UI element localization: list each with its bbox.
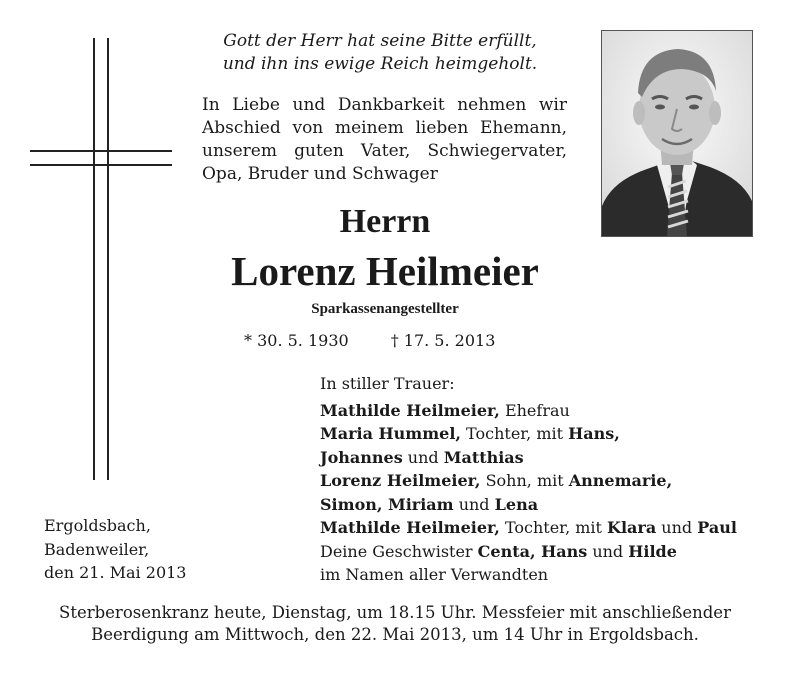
- mourner-text: und: [402, 447, 444, 467]
- opening-verse: [200, 30, 560, 76]
- mourner-name: Lena: [494, 494, 539, 514]
- place-line: Ergoldsbach,: [44, 516, 151, 535]
- date-line: den 21. Mai 2013: [44, 563, 187, 582]
- mourner-text: im Namen aller Verwandten: [320, 565, 549, 584]
- mourner-name: Hilde: [628, 541, 677, 561]
- mourners-section: [320, 372, 780, 587]
- footer-line: Sterberosenkranz heute, Dienstag, um 18.15 Uhr. Messfeier mit anschließender: [59, 603, 731, 622]
- mourner-text: und: [453, 494, 495, 514]
- mourner-name: Paul: [697, 518, 737, 537]
- intro-text: [202, 94, 567, 186]
- mourner-row: [320, 563, 780, 587]
- mourner-name: Matthias: [443, 447, 524, 467]
- mourner-row: [320, 469, 780, 493]
- mourner-name: Lorenz Heilmeier,: [320, 471, 481, 490]
- mourner-row: [320, 540, 780, 564]
- mourner-name: Klara: [607, 518, 657, 537]
- portrait-photo: [601, 30, 753, 237]
- mourner-row: [320, 446, 780, 470]
- mourners-list: [320, 399, 780, 587]
- mourner-text: Sohn, mit: [480, 471, 569, 490]
- mourner-text: Ehefrau: [499, 400, 570, 420]
- place-and-date: [44, 514, 186, 585]
- life-dates: [244, 330, 495, 352]
- profession: Sparkassenangestellter: [311, 301, 459, 317]
- service-information: [20, 602, 770, 646]
- mourner-name: Mathilde Heilmeier,: [320, 518, 500, 537]
- portrait-image: [602, 31, 752, 236]
- birth-date: * 30. 5. 1930: [244, 331, 349, 350]
- mourner-text: und: [656, 518, 698, 537]
- mourner-row: [320, 422, 780, 446]
- mourner-name: Centa, Hans: [477, 541, 588, 561]
- intro-line: In Liebe und Dankbarkeit nehmen wir: [202, 95, 567, 115]
- footer-line: Beerdigung am Mittwoch, den 22. Mai 2013, um 14 Uhr in Ergoldsbach.: [91, 625, 699, 644]
- mourner-row: [320, 399, 780, 423]
- mourner-name: Maria Hummel,: [320, 424, 461, 443]
- death-date: † 17. 5. 2013: [390, 331, 496, 350]
- deceased-name: Lorenz Heilmeier: [231, 248, 539, 294]
- cross-icon: [30, 38, 172, 480]
- mourner-name: Johannes: [320, 447, 403, 467]
- mourner-row: [320, 516, 780, 540]
- intro-line: unserem guten Vater, Schwiegervater,: [202, 141, 567, 161]
- mourner-name: Mathilde Heilmeier,: [320, 400, 500, 420]
- mourner-row: [320, 493, 780, 517]
- mourner-text: Tochter, mit: [460, 424, 569, 443]
- intro-line: Opa, Bruder und Schwager: [202, 164, 438, 184]
- mourner-name: Annemarie,: [568, 471, 673, 490]
- verse-line: Gott der Herr hat seine Bitte erfüllt,: [223, 31, 537, 51]
- mourners-label: In stiller Trauer:: [320, 374, 455, 393]
- salutation: Herrn: [339, 203, 431, 240]
- mourner-name: Hans,: [568, 424, 620, 443]
- intro-line: Abschied von meinem lieben Ehemann,: [202, 118, 567, 138]
- verse-line: und ihn ins ewige Reich heimgeholt.: [222, 54, 538, 74]
- mourner-text: Tochter, mit: [499, 518, 608, 537]
- mourner-name: Simon, Miriam: [320, 494, 454, 514]
- mourner-text: und: [587, 541, 629, 561]
- mourner-text: Deine Geschwister: [320, 541, 478, 561]
- place-line: Badenweiler,: [44, 539, 150, 559]
